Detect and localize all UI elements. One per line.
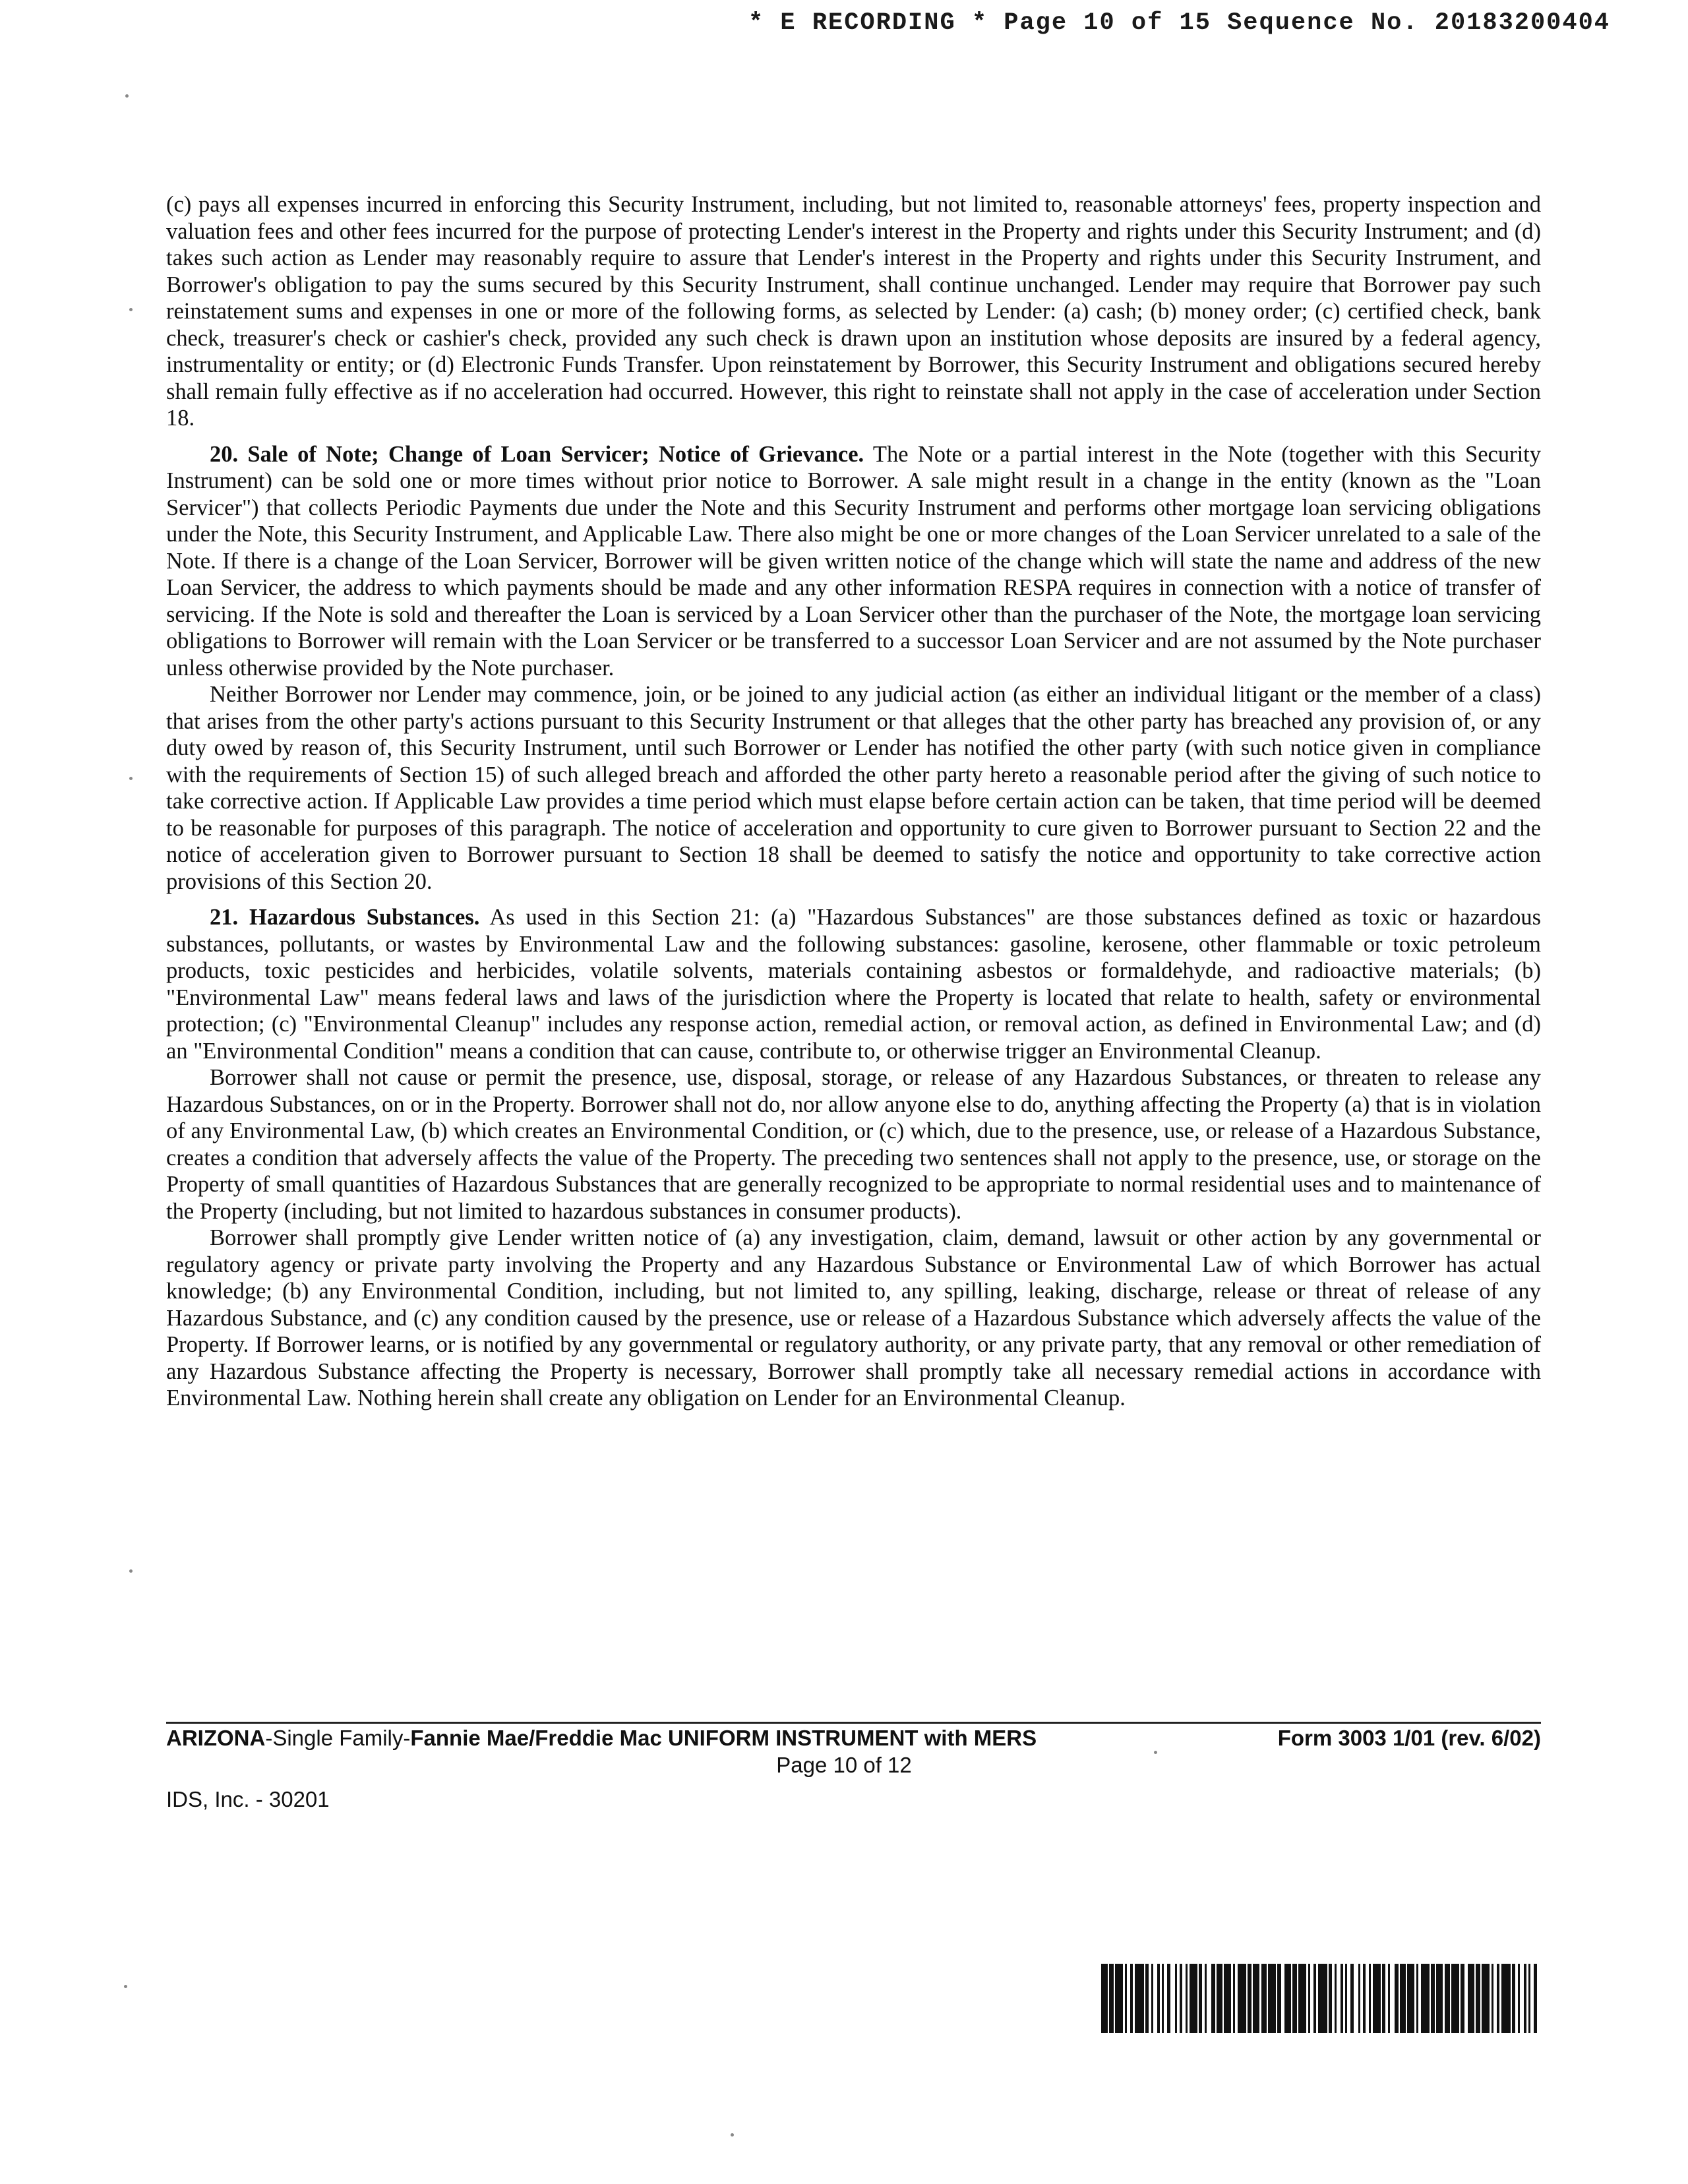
barcode-bar xyxy=(1512,1964,1515,2033)
barcode-bar xyxy=(1524,1964,1526,2033)
section-21-text: As used in this Section 21: (a) "Hazardous Substances" are those substances defined as toxic or hazardous substances, pollutants, or wastes by Environmental Law and the following substances: gasoline, kerosene, other flammable or toxic petroleum products, toxic pesticides and herbicides, volatile solvents, materials containing asbestos or formaldehyde, and radioactive materials; (b) "Environmental Law" means federal laws and laws of the jurisdiction where the Property is located that relate to health, safety or environmental protection; (c) "Environmental Cleanup" includes any response action, remedial action, or removal action, as defined in Environmental Law; and (d) an "Environmental Condition" means a condition that can cause, contribute to, or otherwise trigger an Environmental Cleanup. xyxy=(166,905,1541,1064)
barcode-bar xyxy=(1421,1964,1430,2033)
footer-family: -Single Family- xyxy=(265,1726,411,1750)
barcode-bar xyxy=(1101,1964,1108,2033)
barcode-bar xyxy=(1329,1964,1332,2033)
barcode-bar xyxy=(1382,1964,1385,2033)
barcode-bar xyxy=(1345,1964,1347,2033)
barcode-bar xyxy=(1151,1964,1153,2033)
scan-speck xyxy=(129,1569,133,1573)
barcode-bar xyxy=(1335,1964,1337,2033)
barcode-bar xyxy=(1277,1964,1281,2033)
barcode-bar xyxy=(1292,1964,1297,2033)
barcode-bar xyxy=(1217,1964,1222,2033)
section-20-text: The Note or a partial interest in the Note (together with this Security Instrument) can be sold one or more times without prior notice to Borrower. A sale might result in a change in the entity (known as the "Loan Servicer") that collects Periodic Payments due under the Note and this Security Instrument and performs other mortgage loan servicing obligations under the Note, this Security Instrument, and Applicable Law. There also might be one or more changes of the Loan Servicer unrelated to a sale of the Note. If there is a change of the Loan Servicer, Borrower will be given written notice of the change which will state the name and address of the new Loan Servicer, the address to which payments should be made and any other information RESPA requires in connection with a notice of transfer of servicing. If the Note is sold and thereafter the Loan is serviced by a Loan Servicer other than the purchaser of the Note, the mortgage loan servicing obligations to Borrower will remain with the Loan Servicer or be transferred to a successor Loan Servicer and are not assumed by the Note purchaser unless otherwise provided by the Note purchaser. xyxy=(166,441,1541,681)
scan-speck xyxy=(1154,1751,1157,1754)
barcode-bar xyxy=(1476,1964,1480,2033)
barcode-bar xyxy=(1167,1964,1170,2033)
barcode-bar xyxy=(1248,1964,1251,2033)
barcode-bar xyxy=(1407,1964,1414,2033)
section-21-paragraph-2: Borrower shall not cause or permit the presence, use, disposal, storage, or release of any Hazardous Substances, or threaten to release any Hazardous Substances, on or in the Property. Borrower shall not do, nor allow anyone else to do, anything affecting the Property (a) that is in violation of any Environmental Law, (b) which creates an Environmental Condition, or (c) which, due to the presence, use, or release of a Hazardous Substance, creates a condition that adversely affects the value of the Property. The preceding two sentences shall not apply to the presence, use, or storage on the Property of small quantities of Hazardous Substances that are generally recognized to be appropriate to normal residential uses and to maintenance of the Property (including, but not limited to hazardous substances in consumer products). xyxy=(166,1065,1541,1224)
barcode-bar xyxy=(1162,1964,1164,2033)
barcode-bar xyxy=(1224,1964,1231,2033)
barcode-bar xyxy=(1534,1964,1537,2033)
barcode-bar xyxy=(1518,1964,1520,2033)
scan-speck xyxy=(129,777,133,780)
scan-speck xyxy=(731,2133,734,2137)
barcode-bar xyxy=(1341,1964,1343,2033)
footer-form-number: Form 3003 1/01 (rev. 6/02) xyxy=(1277,1726,1541,1750)
scan-speck xyxy=(125,94,129,98)
barcode-bar xyxy=(1125,1964,1127,2033)
barcode-bar xyxy=(1238,1964,1246,2033)
barcode-bar xyxy=(1318,1964,1327,2033)
footer-ids: IDS, Inc. - 30201 xyxy=(166,1787,330,1811)
scan-speck xyxy=(124,1985,127,1988)
footer-state: ARIZONA xyxy=(166,1726,266,1750)
barcode-bar xyxy=(1395,1964,1399,2033)
barcode-bar xyxy=(1436,1964,1443,2033)
barcode-bar xyxy=(1308,1964,1310,2033)
footer-page-number: Page 10 of 12 xyxy=(776,1753,912,1777)
barcode-bar xyxy=(1233,1964,1235,2033)
barcode-bar xyxy=(1180,1964,1182,2033)
footer-form-title xyxy=(166,1726,1037,1751)
paragraph-reinstatement: (c) pays all expenses incurred in enforcing this Security Instrument, including, but not limited to, reasonable attorneys' fees, property inspection and valuation fees and other fees incurred for the purpose of protecting Lender's interest in the Property and rights under this Security Instrument; and (d) takes such action as Lender may reasonably require to assure that Lender's interest in the Property and rights under this Security Instrument, and Borrower's obligation to pay the sums secured by this Security Instrument, shall continue unchanged. Lender may require that Borrower pay such reinstatement sums and expenses in one or more of the following forms, as selected by Lender: (a) cash; (b) money order; (c) certified check, bank check, treasurer's check or cashier's check, provided any such check is drawn upon an institution whose deposits are insured by a federal agency, instrumentality or entity; or (d) Electronic Funds Transfer. Upon reinstatement by Borrower, this Security Instrument and obligations secured hereby shall remain fully effective as if no acceleration had occurred. However, this right to reinstate shall not apply in the case of acceleration under Section 18. xyxy=(166,192,1541,431)
barcode-bar xyxy=(1205,1964,1207,2033)
barcode-bar xyxy=(1190,1964,1197,2033)
barcode-bar xyxy=(1492,1964,1493,2033)
barcode-bar xyxy=(1186,1964,1188,2033)
section-20 xyxy=(166,441,1541,682)
barcode-bar xyxy=(1461,1964,1464,2033)
barcode-bar xyxy=(1363,1964,1366,2033)
barcode-bar xyxy=(1109,1964,1114,2033)
footer-instrument: Fannie Mae/Freddie Mac UNIFORM INSTRUMENT with MERS xyxy=(410,1726,1037,1750)
barcode-bar xyxy=(1431,1964,1435,2033)
barcode-bar xyxy=(1468,1964,1474,2033)
barcode-icon xyxy=(1101,1964,1540,2033)
barcode-bar xyxy=(1130,1964,1133,2033)
barcode-bar xyxy=(1369,1964,1371,2033)
barcode-bar xyxy=(1199,1964,1202,2033)
barcode-bar xyxy=(1400,1964,1406,2033)
scan-speck xyxy=(129,308,133,311)
barcode-bar xyxy=(1358,1964,1360,2033)
barcode-bar xyxy=(1135,1964,1144,2033)
barcode-bar xyxy=(1145,1964,1149,2033)
barcode-bar xyxy=(1501,1964,1511,2033)
barcode-bar xyxy=(1284,1964,1291,2033)
section-20-heading: 20. Sale of Note; Change of Loan Servicer; Notice of Grievance. xyxy=(210,441,864,467)
barcode-bar xyxy=(1175,1964,1177,2033)
barcode-bar xyxy=(1350,1964,1354,2033)
barcode-bar xyxy=(1528,1964,1530,2033)
barcode-bar xyxy=(1373,1964,1381,2033)
barcode-bar xyxy=(1313,1964,1316,2033)
barcode-bar xyxy=(1253,1964,1259,2033)
barcode-bar xyxy=(1157,1964,1160,2033)
section-21-heading: 21. Hazardous Substances. xyxy=(210,905,480,930)
recording-header: * E RECORDING * Page 10 of 15 Sequence No. 20183200404 xyxy=(748,9,1610,37)
section-20-paragraph-2: Neither Borrower nor Lender may commence, join, or be joined to any judicial action (as either an individual litigant or the member of a class) that arises from the other party's actions pursuant to this Security Instrument or that alleges that the other party has breached any provision of, or any duty owed by reason of, this Security Instrument, until such Borrower or Lender has notified the other party (with such notice given in compliance with the requirements of Section 15) of such alleged breach and afforded the other party hereto a reasonable period after the giving of such notice to take corrective action. If Applicable Law provides a time period which must elapse before certain action can be taken, that time period will be deemed to be reasonable for purposes of this paragraph. The notice of acceleration and opportunity to cure given to Borrower pursuant to Section 22 and the notice of acceleration given to Borrower pursuant to Section 18 shall be deemed to satisfy the notice and opportunity to take corrective action provisions of this Section 20. xyxy=(166,682,1541,894)
footer-rule xyxy=(166,1722,1541,1724)
section-21 xyxy=(166,904,1541,1064)
barcode-bar xyxy=(1298,1964,1306,2033)
barcode-bar xyxy=(1115,1964,1123,2033)
section-21-paragraph-3: Borrower shall promptly give Lender written notice of (a) any investigation, claim, demand, lawsuit or other action by any governmental or regulatory agency or private party involving the Property and any Hazardous Substance or Environmental Law of which Borrower has actual knowledge; (b) any Environmental Condition, including, but not limited to, any spilling, leaking, discharge, release or threat of release of any Hazardous Substance, and (c) any condition caused by the presence, use or release of a Hazardous Substance which adversely affects the value of the Property. If Borrower learns, or is notified by any governmental or regulatory authority, or any private party, that any removal or other remediation of any Hazardous Substance affecting the Property is necessary, Borrower shall promptly take all necessary remedial actions in accordance with Environmental Law. Nothing herein shall create any obligation on Lender for an Environmental Cleanup. xyxy=(166,1225,1541,1410)
document-body xyxy=(166,191,1541,1412)
barcode-bar xyxy=(1497,1964,1499,2033)
barcode-bar xyxy=(1482,1964,1490,2033)
barcode-bar xyxy=(1416,1964,1418,2033)
barcode-bar xyxy=(1268,1964,1276,2033)
barcode-bar xyxy=(1451,1964,1459,2033)
barcode-bar xyxy=(1261,1964,1267,2033)
barcode-bar xyxy=(1211,1964,1215,2033)
barcode-bar xyxy=(1388,1964,1390,2033)
barcode-bar xyxy=(1445,1964,1450,2033)
